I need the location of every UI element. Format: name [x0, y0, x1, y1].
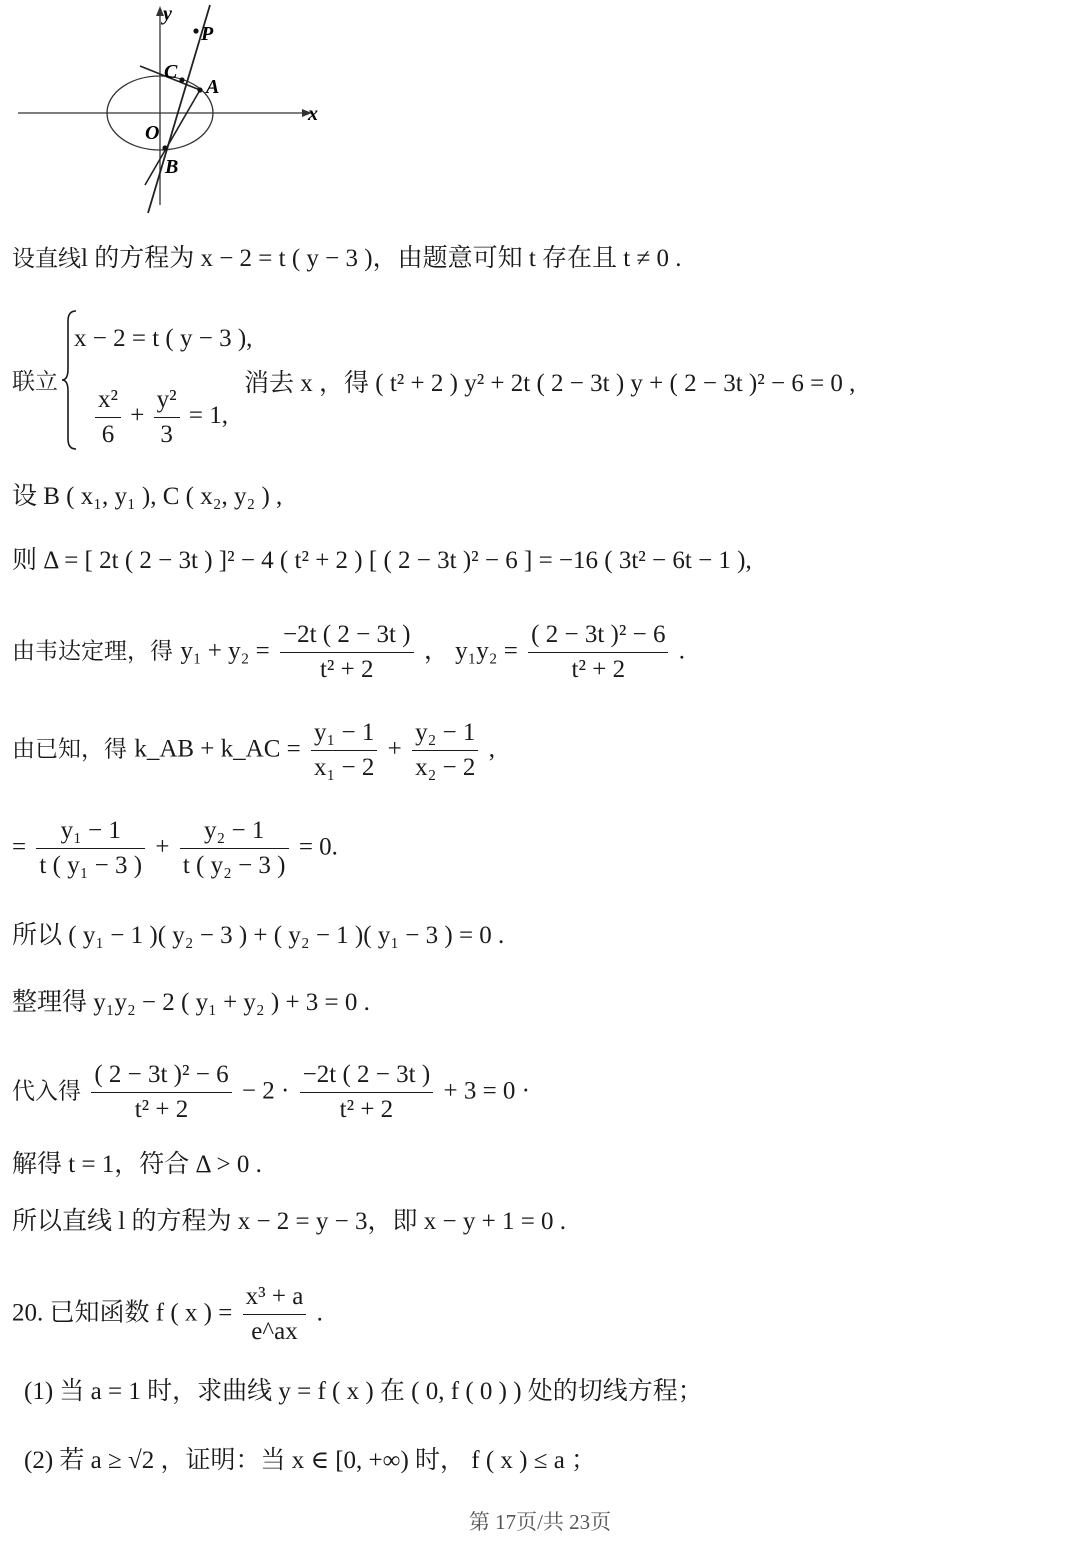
- system-eq1: x − 2 = t ( y − 3 ),: [74, 325, 253, 352]
- delta-line: 则 Δ = [ 2t ( 2 − 3t ) ]² − 4 ( t² + 2 ) [ ( 2 − 3t )² − 6 ] = −16 ( 3t² − 6t − 1 ),: [12, 547, 752, 574]
- question-20: 20. 已知函数 f ( x ) = $\frac{\text{x³ + a}}{e\^{}ax}$ .: [12, 1280, 323, 1349]
- page-footer: 第 17页/共 23页: [468, 1510, 612, 1534]
- equals-zero-line: = $\frac{\text{y₁ − 1}}{\text{t ( y₁ − 3 )}}$ + $\frac{\text{y₂ − 1}}{\text{t ( y₂ − 3 )}}$ = 0.: [12, 814, 338, 883]
- fraction: $\frac{\text{y₂ − 1}}{\text{t ( y₂ − 3 )}}$: [180, 814, 289, 883]
- point-C-dot: [179, 77, 184, 82]
- system-label: 联立: [12, 369, 58, 395]
- arrange-line: 整理得 y₁y₂ − 2 ( y₁ + y₂ ) + 3 = 0 .: [12, 989, 370, 1016]
- point-A-dot: [197, 87, 202, 92]
- set-BC: 设 B ( x₁, y₁ ), C ( x₂, y₂ ) ,: [12, 483, 283, 510]
- point-B-dot: [162, 145, 167, 150]
- substitute-line: 代入得 $\frac{\text{( 2 − 3t )² − 6}}{\text{t² + 2}}$ − 2 · $\frac{-2t ( 2 - 3t )}{\text{t² + 2}}$ + 3 = 0 ·: [12, 1058, 530, 1127]
- so-line: 所以 ( y₁ − 1 )( y₂ − 3 ) + ( y₂ − 1 )( y₁ − 3 ) = 0 .: [12, 922, 505, 949]
- fraction: $\frac{\text{x²}}{6}$: [95, 383, 121, 452]
- system-result: 消去 x ，得 ( t² + 2 ) y² + 2t ( 2 − 3t ) y + ( 2 − 3t )² − 6 = 0 ,: [244, 370, 856, 397]
- fraction: $\frac{-2t ( 2 - 3t )}{\text{t² + 2}}$: [300, 1058, 434, 1127]
- system-eq2: $\frac{\text{x²}}{6}$ + $\frac{\text{y²}}{3}$ = 1,: [92, 383, 228, 452]
- fraction: $\frac{\text{y₁ − 1}}{\text{x₁ − 2}}$: [311, 716, 377, 785]
- known-line: 由已知，得 k_AB + k_AC = $\frac{\text{y₁ − 1}}{\text{x₁ − 2}}$ + $\frac{\text{y₂ − 1}}{\text{x₂ − 2}}$ ,: [12, 716, 495, 785]
- label-B: B: [165, 156, 179, 178]
- label-P: P: [201, 23, 214, 45]
- fraction: $\frac{\text{y₂ − 1}}{\text{x₂ − 2}}$: [412, 716, 478, 785]
- fraction: $\frac{\text{( 2 − 3t )² − 6}}{\text{t² + 2}}$: [91, 1058, 231, 1127]
- label-O: O: [145, 122, 160, 144]
- label-y: y: [163, 3, 172, 25]
- fraction: $\frac{\text{y²}}{3}$: [154, 383, 180, 452]
- label-C: C: [164, 61, 178, 83]
- final-line: 所以直线 l 的方程为 x − 2 = y − 3，即 x − y + 1 = 0 .: [12, 1208, 567, 1235]
- system-block: [12, 305, 1072, 455]
- fraction: $\frac{\text{( 2 − 3t )² − 6}}{\text{t² + 2}}$: [528, 618, 668, 687]
- fraction: $\frac{-2t ( 2 - 3t )}{\text{t² + 2}}$: [280, 618, 414, 687]
- line-l-equation: 设直线l 的方程为 x − 2 = t ( y − 3 )，由题意可知 t 存在且 t ≠ 0 .: [12, 245, 682, 272]
- question-20-part2: (2) 若 a ≥ √2 ，证明：当 x ∈ [0, +∞) 时， f ( x ) ≤ a ；: [24, 1447, 597, 1474]
- question-20-part1: (1) 当 a = 1 时，求曲线 y = f ( x ) 在 ( 0, f ( 0 ) ) 处的切线方程；: [24, 1378, 703, 1405]
- solve-line: 解得 t = 1，符合 Δ > 0 .: [12, 1151, 262, 1178]
- vieta-line: 由韦达定理，得 y₁ + y₂ = $\frac{-2t ( 2 - 3t )}{\text{t² + 2}}$ ， y₁y₂ = $\frac{\text{( 2 − 3t )² − 6}}{\text{t² + 2}}$ .: [12, 618, 685, 687]
- point-P-dot: [193, 28, 198, 33]
- fraction: $\frac{\text{y₁ − 1}}{\text{t ( y₁ − 3 )}}$: [36, 814, 145, 883]
- label-A: A: [206, 76, 220, 98]
- ellipse-line-figure: [10, 0, 340, 220]
- fraction: $\frac{\text{x³ + a}}{e\^{}ax}$: [243, 1280, 307, 1349]
- label-x: x: [308, 103, 318, 125]
